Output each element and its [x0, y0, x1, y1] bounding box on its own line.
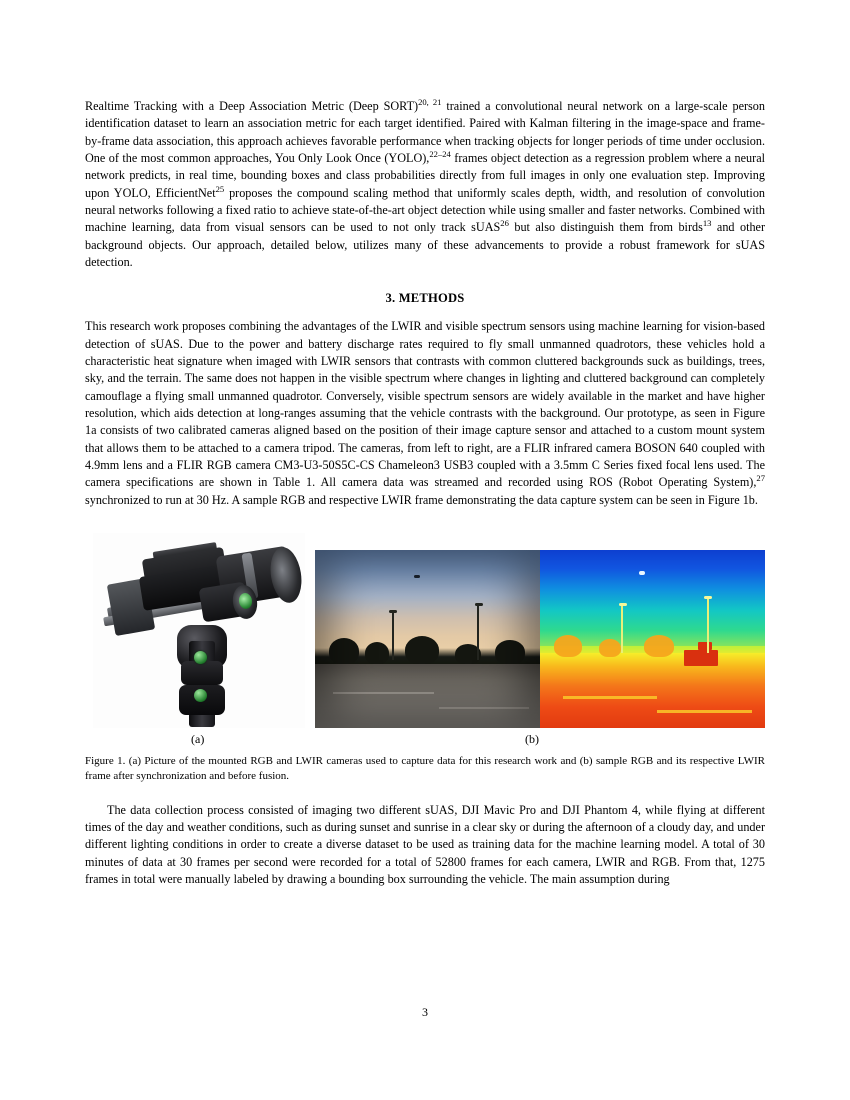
lwir-lane-marking: [657, 710, 752, 713]
lwir-light-pole-head: [619, 603, 627, 606]
figure-subfigure-labels: [85, 732, 765, 752]
citation-ref: 27: [756, 473, 765, 484]
page-number: 3: [422, 1005, 428, 1019]
text-run: frames object detection as a regression problem where a neural network predicts, in real time, bounding boxes and class probabilities directly from full images in only one evaluation step. Improving upon YOLO, EfficientNet: [85, 150, 765, 200]
figure-images-row: [85, 533, 765, 728]
citation-ref: 20, 21: [418, 96, 442, 107]
lwir-building: [698, 642, 712, 650]
document-page: [85, 98, 765, 888]
tripod-green-indicator-upper-icon: [194, 651, 207, 664]
lwir-ground: [540, 653, 765, 728]
citation-ref: 25: [215, 183, 225, 194]
lwir-light-pole-head: [704, 596, 712, 599]
figure-1b-sample-frames: [315, 550, 765, 728]
text-run: and other background objects. Our approach, detailed below, utilizes many of these advancements to provide a robust framework for sUAS detection.: [85, 220, 766, 269]
citation-ref: 13: [702, 218, 712, 229]
lwir-tree: [644, 635, 674, 657]
text-run: but also distinguish them from birds: [508, 220, 703, 235]
text-run: proposes the compound scaling method that uniformly scales depth, width, and resolution of convolution neural networks following a fixed ratio to achieve state-of-the-art object detection while using smaller and faster networks. Combined with machine learning, data from visual sensors can be used to not only track sUAS: [85, 185, 766, 235]
lwir-tree: [554, 635, 582, 657]
subfigure-label-b: (b): [525, 731, 539, 746]
rgb-lens-vignette: [315, 550, 540, 728]
figure-1: [85, 533, 765, 784]
tripod-knob-upper: [181, 661, 223, 685]
tripod-green-indicator-lower-icon: [194, 689, 207, 702]
lwir-building: [684, 650, 718, 666]
lwir-suas-target: [639, 571, 645, 575]
section-heading-methods: 3. METHODS: [385, 291, 465, 306]
figure-1a-camera-rig-photo: [93, 533, 305, 728]
lwir-lane-marking: [563, 696, 658, 699]
text-run: This research work proposes combining the advantages of the LWIR and visible spectrum sensors using machine learning for vision-based detection of sUAS. Due to the power and battery discharge rates required to fly small unmanned quadrotors, these vehicles hold a characteristic heat signature when imaged with LWIR sensors that contrasts with common cluttered backgrounds suck as buildings, trees, sky, and the terrain. The same does not happen in the visible spectrum where changes in lighting and cluttered background can completely camouflage a flying small unmanned quadrotor. Conversely, visible spectrum sensors are widely available in the market and have higher resolution, which aids detection at long-ranges assuming that the vehicle contrasts with the background. Our prototype, as seen in Figure 1a consists of two calibrated cameras aligned based on the position of their image capture sensor and attached to a custom mount system that allows them to be attached to a camera tripod. The cameras, from left to right, are a FLIR infrared camera BOSON 640 coupled with 4.9mm lens and a FLIR RGB camera CM3-U3-50S5C-CS Chameleon3 USB3 coupled with a 3.5mm C Series fixed focal lens used. The camera specifications are shown in Table 1. All camera data was streamed and recorded using ROS (Robot Operating System),: [85, 319, 765, 490]
subfigure-label-a: (a): [191, 731, 205, 746]
citation-ref: 26: [500, 218, 509, 229]
figure-caption: Figure 1. (a) Picture of the mounted RGB and LWIR cameras used to capture data for this research work and (b) sample RGB and its respective LWIR frame after synchronization and before fusion.: [85, 754, 765, 782]
lwir-light-pole: [707, 596, 709, 653]
citation-ref: 22–24: [429, 148, 451, 159]
paragraph-data-collection: The data collection process consisted of imaging two different sUAS, DJI Mavic Pro and DJI Phantom 4, while flying at different times of the day and weather conditions, such as during sunset and sunrise in a clear sky or during the afternoon of a cloudy day, and under different lighting conditions in order to create a diverse dataset to be used as training data for the machine learning model. A total of 30 minutes of data at 30 frames per second were recorded for a total of 52800 frames for each camera, LWIR and RGB. From that, 1275 frames in total were manually labeled by drawing a bounding box surrounding the vehicle. The main assumption during: [85, 802, 765, 886]
paragraph-methods: [85, 318, 765, 509]
lwir-light-pole: [621, 603, 623, 653]
lwir-tree: [599, 639, 621, 657]
lwir-sample-frame: [540, 550, 765, 728]
rgb-sample-frame: [315, 550, 540, 728]
text-run: Realtime Tracking with a Deep Association Metric (Deep SORT): [85, 99, 419, 113]
text-run: synchronized to run at 30 Hz. A sample RGB and respective LWIR frame demonstrating the data capture system can be seen in Figure 1b.: [85, 492, 758, 507]
text-run: trained a convolutional neural network on a large-scale person identification dataset to learn an association metric for each target identified. Paired with Kalman filtering in the image-space and frame-by-frame data association, this approach achieves favorable performance when tracking objects for longer periods of time under occlusion. One of the most common approaches, You Only Look Once (YOLO),: [85, 99, 765, 165]
paragraph-related-work: [85, 98, 765, 271]
